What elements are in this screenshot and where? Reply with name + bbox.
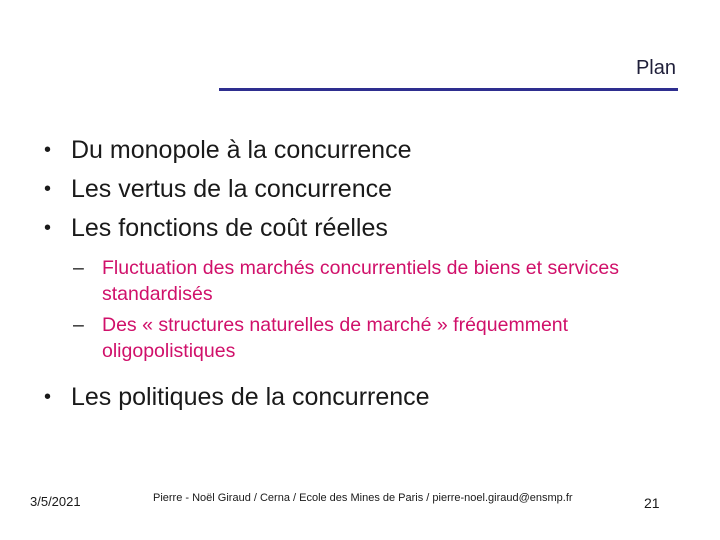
bullet-marker: • — [44, 217, 52, 239]
title-underline — [219, 88, 678, 91]
bullet-list — [44, 131, 684, 417]
page-number: 21 — [644, 495, 660, 511]
bullet-item — [44, 209, 684, 364]
sub-bullet-text: Fluctuation des marchés concurrentiels de biens et services standardisés — [102, 257, 619, 305]
bullet-marker: • — [44, 178, 52, 200]
bullet-item — [44, 131, 684, 170]
bullet-text: Les politiques de la concurrence — [71, 383, 430, 411]
bullet-marker: • — [44, 386, 52, 408]
bullet-text: Du monopole à la concurrence — [71, 136, 412, 164]
footer-date: 3/5/2021 — [30, 494, 81, 509]
sub-bullet-text: Des « structures naturelles de marché » fréquemment oligopolistiques — [102, 314, 569, 362]
bullet-item — [44, 170, 684, 209]
dash-marker: – — [73, 314, 84, 336]
bullet-text: Les fonctions de coût réelles — [71, 214, 388, 242]
dash-marker: – — [73, 257, 84, 279]
bullet-marker: • — [44, 139, 52, 161]
sub-bullet-list — [44, 255, 664, 364]
sub-bullet-item — [44, 255, 664, 307]
footer-credit: Pierre - Noël Giraud / Cerna / Ecole des Mines de Paris / pierre-noel.giraud@ensmp.fr — [153, 492, 573, 504]
bullet-item — [44, 378, 684, 417]
slide-title: Plan — [635, 57, 676, 79]
sub-bullet-item — [44, 312, 664, 364]
bullet-text: Les vertus de la concurrence — [71, 175, 393, 203]
